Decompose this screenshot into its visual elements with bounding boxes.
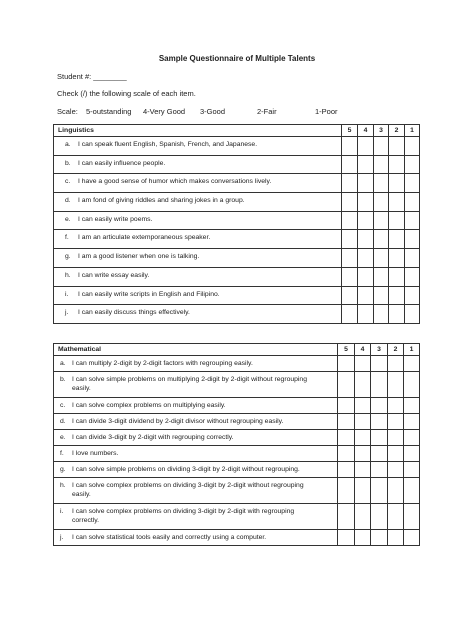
rating-cell[interactable] [342,137,358,156]
col-4: 4 [355,344,371,356]
rating-cell[interactable] [374,174,389,193]
table-row [54,174,420,193]
rating-cell[interactable] [355,414,371,430]
rating-cell[interactable] [404,430,420,446]
linguistics-table [53,124,420,324]
item-text: j. I can easily discuss things effectively. [54,305,342,324]
rating-cell[interactable] [355,356,371,372]
rating-cell[interactable] [358,267,374,286]
rating-cell[interactable] [355,398,371,414]
rating-cell[interactable] [371,446,388,462]
rating-cell[interactable] [405,230,420,249]
rating-cell[interactable] [371,430,388,446]
rating-cell[interactable] [388,504,404,530]
rating-cell[interactable] [374,267,389,286]
instruction-text: Check (/) the following scale of each item. [57,89,196,98]
rating-cell[interactable] [371,478,388,504]
rating-cell[interactable] [355,478,371,504]
table-row [54,356,420,372]
table-row [54,193,420,212]
mathematical-table [53,343,420,546]
rating-cell[interactable] [389,249,405,268]
linguistics-header: Linguistics [54,125,342,137]
rating-cell[interactable] [389,267,405,286]
table-row [54,267,420,286]
rating-cell[interactable] [371,504,388,530]
item-text: e. I can easily write poems. [54,211,342,230]
col-2: 2 [388,344,404,356]
item-text: d. I can divide 3-digit dividend by 2-digit divisor without regrouping easily. [54,414,338,430]
rating-cell[interactable] [405,286,420,305]
item-text: j. I can solve statistical tools easily and correctly using a computer. [54,530,338,546]
rating-cell[interactable] [338,414,355,430]
item-text: a. I can speak fluent English, Spanish, French, and Japanese. [54,137,342,156]
scale-label: Scale: [57,107,78,116]
rating-cell[interactable] [342,193,358,212]
rating-cell[interactable] [358,286,374,305]
table-row [54,372,420,398]
rating-cell[interactable] [338,504,355,530]
rating-cell[interactable] [404,372,420,398]
rating-cell[interactable] [338,530,355,546]
item-text: g. I am a good listener when one is talking. [54,249,342,268]
page-title: Sample Questionnaire of Multiple Talents [158,54,316,63]
rating-cell[interactable] [355,430,371,446]
rating-cell[interactable] [405,155,420,174]
rating-cell[interactable] [389,230,405,249]
item-text: c. I can solve complex problems on multiplying easily. [54,398,338,414]
rating-cell[interactable] [371,372,388,398]
rating-cell[interactable] [342,230,358,249]
item-text: e. I can divide 3-digit by 2-digit with regrouping correctly. [54,430,338,446]
rating-cell[interactable] [338,372,355,398]
item-text: f. I love numbers. [54,446,338,462]
item-text: h. I can solve complex problems on dividing 3-digit by 2-digit without regrouping easily. [54,478,338,504]
mathematical-header: Mathematical [54,344,338,356]
rating-cell[interactable] [358,305,374,324]
rating-cell[interactable] [404,356,420,372]
table-row [54,398,420,414]
linguistics-header-row [54,125,420,137]
rating-cell[interactable] [342,249,358,268]
rating-cell[interactable] [405,193,420,212]
rating-cell[interactable] [405,174,420,193]
col-3: 3 [374,125,389,137]
rating-cell[interactable] [404,414,420,430]
rating-cell[interactable] [338,446,355,462]
rating-cell[interactable] [405,267,420,286]
rating-cell[interactable] [338,398,355,414]
item-text: b. I can easily influence people. [54,155,342,174]
col-2: 2 [389,125,405,137]
rating-cell[interactable] [389,137,405,156]
rating-cell[interactable] [388,446,404,462]
scale-2: 2-Fair [257,107,277,116]
rating-cell[interactable] [404,478,420,504]
rating-cell[interactable] [404,398,420,414]
scale-4: 4-Very Good [143,107,186,116]
rating-cell[interactable] [358,193,374,212]
rating-cell[interactable] [389,211,405,230]
rating-cell[interactable] [371,398,388,414]
rating-cell[interactable] [388,398,404,414]
table-row [54,530,420,546]
table-row [54,478,420,504]
col-1: 1 [404,344,420,356]
rating-cell[interactable] [358,249,374,268]
table-row [54,305,420,324]
rating-cell[interactable] [405,249,420,268]
rating-cell[interactable] [342,286,358,305]
col-3: 3 [371,344,388,356]
rating-cell[interactable] [342,211,358,230]
rating-cell[interactable] [389,155,405,174]
item-text: i. I can easily write scripts in English and Filipino. [54,286,342,305]
item-text: i. I can solve complex problems on dividing 3-digit by 2-digit with regrouping correctly. [54,504,338,530]
rating-cell[interactable] [342,155,358,174]
rating-cell[interactable] [371,530,388,546]
scale-legend [57,107,357,116]
table-row [54,414,420,430]
rating-cell[interactable] [338,478,355,504]
item-text: d. I am fond of giving riddles and sharing jokes in a group. [54,193,342,212]
rating-cell[interactable] [374,230,389,249]
col-5: 5 [338,344,355,356]
rating-cell[interactable] [404,504,420,530]
rating-cell[interactable] [371,414,388,430]
rating-cell[interactable] [355,462,371,478]
rating-cell[interactable] [405,211,420,230]
table-row [54,286,420,305]
table-row [54,211,420,230]
rating-cell[interactable] [338,430,355,446]
rating-cell[interactable] [342,174,358,193]
item-text: b. I can solve simple problems on multiplying 2-digit by 2-digit without regrouping easily. [54,372,338,398]
item-text: a. I can multiply 2-digit by 2-digit factors with regrouping easily. [54,356,338,372]
table-row [54,230,420,249]
table-row [54,155,420,174]
col-1: 1 [405,125,420,137]
rating-cell[interactable] [404,530,420,546]
rating-cell[interactable] [355,530,371,546]
rating-cell[interactable] [358,174,374,193]
rating-cell[interactable] [358,137,374,156]
rating-cell[interactable] [374,249,389,268]
rating-cell[interactable] [355,446,371,462]
rating-cell[interactable] [388,372,404,398]
rating-cell[interactable] [389,174,405,193]
rating-cell[interactable] [338,356,355,372]
item-text: f. I am an articulate extemporaneous speaker. [54,230,342,249]
rating-cell[interactable] [388,478,404,504]
rating-cell[interactable] [342,267,358,286]
student-number-line: Student #: ________ [57,72,127,81]
table-row [54,137,420,156]
rating-cell[interactable] [338,462,355,478]
rating-cell[interactable] [388,356,404,372]
scale-1: 1-Poor [315,107,338,116]
rating-cell[interactable] [388,430,404,446]
rating-cell[interactable] [389,305,405,324]
rating-cell[interactable] [355,372,371,398]
rating-cell[interactable] [374,286,389,305]
rating-cell[interactable] [389,193,405,212]
rating-cell[interactable] [404,446,420,462]
scale-3: 3-Good [200,107,226,116]
col-5: 5 [342,125,358,137]
table-row [54,504,420,530]
rating-cell[interactable] [358,155,374,174]
item-text: h. I can write essay easily. [54,267,342,286]
item-text: g. I can solve simple problems on dividing 3-digit by 2-digit without regrouping. [54,462,338,478]
rating-cell[interactable] [374,211,389,230]
rating-cell[interactable] [358,230,374,249]
table-row [54,446,420,462]
col-4: 4 [358,125,374,137]
rating-cell[interactable] [388,462,404,478]
table-row [54,430,420,446]
rating-cell[interactable] [371,462,388,478]
rating-cell[interactable] [355,504,371,530]
rating-cell[interactable] [388,414,404,430]
table-row [54,462,420,478]
rating-cell[interactable] [388,530,404,546]
mathematical-header-row [54,344,420,356]
rating-cell[interactable] [358,211,374,230]
scale-5: 5-outstanding [86,107,132,116]
rating-cell[interactable] [404,462,420,478]
rating-cell[interactable] [374,155,389,174]
rating-cell[interactable] [405,305,420,324]
rating-cell[interactable] [374,193,389,212]
table-row [54,249,420,268]
item-text: c. I have a good sense of humor which makes conversations lively. [54,174,342,193]
rating-cell[interactable] [405,137,420,156]
rating-cell[interactable] [342,305,358,324]
rating-cell[interactable] [374,305,389,324]
rating-cell[interactable] [371,356,388,372]
rating-cell[interactable] [389,286,405,305]
rating-cell[interactable] [374,137,389,156]
